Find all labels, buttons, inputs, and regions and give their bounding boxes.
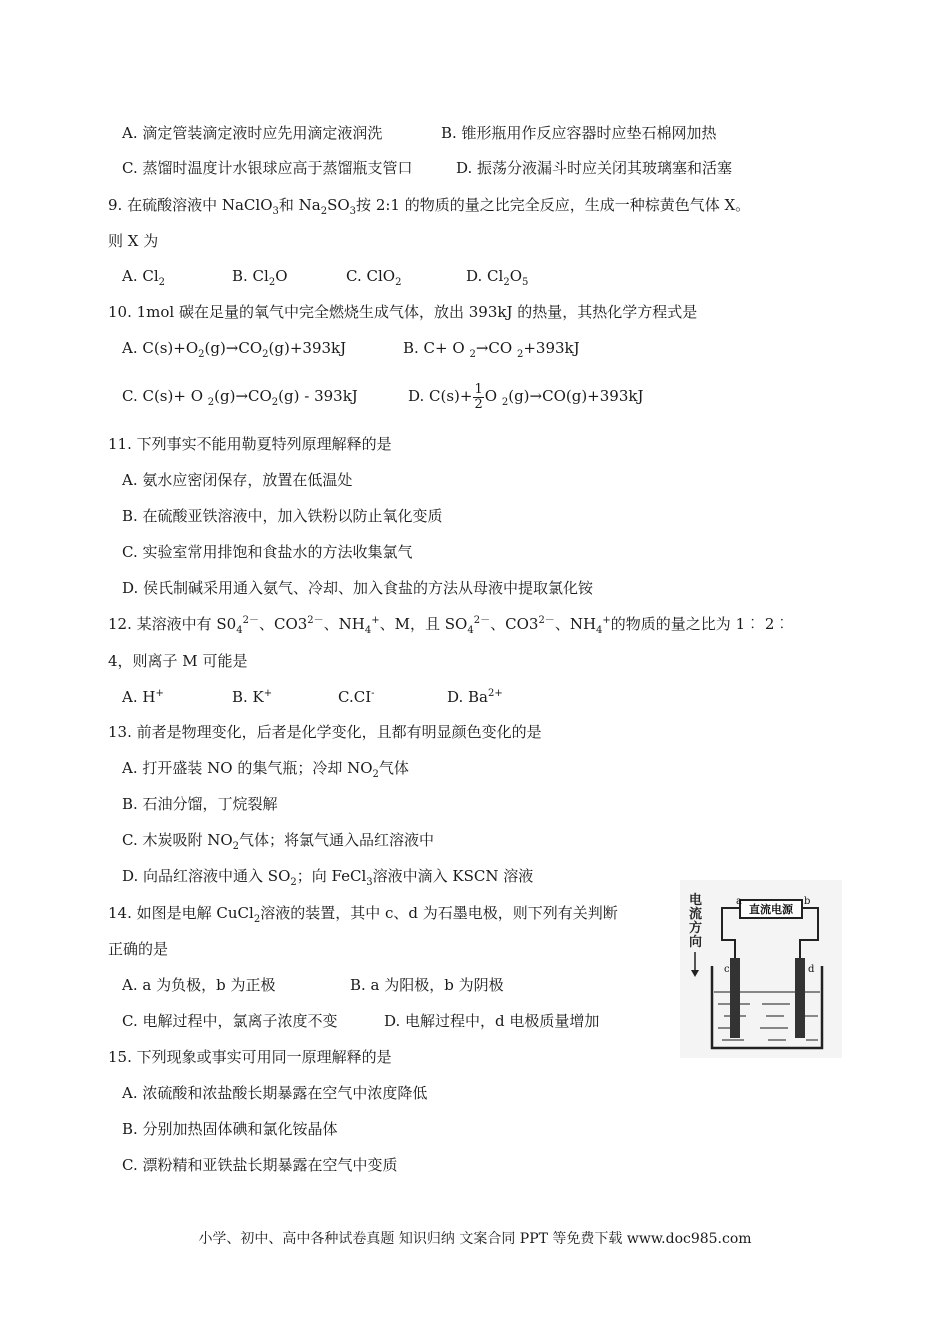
q9-option-b: B. $Cl_2O$ [232,267,288,288]
q13-stem: 13. 前者是物理变化，后者是化学变化，且都有明显颜色变化的是 [108,723,542,741]
q13-option-c: C. 木炭吸附 $NO_2$气体；将氯气通入品红溶液中 [122,831,435,852]
electrode-c [730,958,740,1038]
page-footer: 小学、初中、高中各种试卷真题 知识归纳 文案合同 PPT 等免费下载 www.doc985.com [198,1231,752,1247]
q14-option-d: D. 电解过程中，d 电极质量增加 [384,1012,600,1030]
terminal-a-label: a [736,896,742,907]
q12-stem-line2: 4，则离子 M 可能是 [108,652,248,670]
q11-option-c: C. 实验室常用排饱和食盐水的方法收集氯气 [122,543,413,561]
power-label: 直流电源 [749,903,793,916]
q15-stem: 15. 下列现象或事实可用同一原理解释的是 [108,1048,392,1066]
q9-stem-line2: 则 X 为 [108,232,159,250]
q9-option-a: A. $Cl_2$ [122,267,166,288]
terminal-b-label: b [804,896,811,907]
q10-option-b: B. C+ O $_2$→CO $_2$+393kJ [403,339,580,360]
q8-option-d: D. 振荡分液漏斗时应关闭其玻璃塞和活塞 [456,159,733,177]
q13-option-d: D. 向品红溶液中通入 $SO_2$；向 FeCl$_3$溶液中滴入 KSCN 溶液 [122,867,534,888]
q11-option-b: B. 在硫酸亚铁溶液中，加入铁粉以防止氧化变质 [122,507,443,525]
electrode-d [795,958,805,1038]
electrolysis-diagram [680,880,842,1058]
q12-option-c: C.CI- [338,688,375,706]
q11-option-a: A. 氨水应密闭保存，放置在低温处 [122,471,353,489]
q10-option-d: D. C(s)+ $\frac{1}{2}$ O $_2$(g)→CO(g)+393kJ [408,381,644,412]
q10-option-c: C. C(s)+ O $_2(g)\to CO_2(g) - 393kJ$ [122,387,358,408]
fraction-one-half: $\frac{1}{2}$ [474,381,483,412]
electrode-d-label: d [808,964,815,975]
q10-option-a: A. $C(s)+O_2(g)\to CO_2(g)+393kJ$ [122,339,347,360]
q8-option-a: A. 滴定管装滴定液时应先用滴定液润洗 [122,124,383,142]
q13-option-a: A. 打开盛装 NO 的集气瓶；冷却 $NO_2$气体 [122,759,409,780]
q15-option-a: A. 浓硫酸和浓盐酸长期暴露在空气中浓度降低 [122,1084,428,1102]
q8-option-c: C. 蒸馏时温度计水银球应高于蒸馏瓶支管口 [122,159,413,177]
q14-option-c: C. 电解过程中，氯离子浓度不变 [122,1012,338,1030]
q12-option-d: D. $Ba^{2+}$ [447,688,503,706]
side-label-char: 方 [689,921,703,936]
q9-option-d: D. $Cl_2O_5$ [466,267,529,288]
q12-stem: 12. 某溶液中有 $S0_4^{2-}$、$CO3^{2-}$、$NH_4^+$、M，且 $SO_4^{2-}$、$CO3^{2-}$、$NH_4^+$的物质的量之比为 1︰ 2︰ [108,615,790,636]
q14-stem-line2: 正确的是 [108,940,169,958]
q9-stem: 9. 在硫酸溶液中 NaClO$_3$和 $Na_2SO_3$按 2:1 的物质的量之比完全反应，生成一种棕黄色气体 X。 [108,196,751,217]
side-label-char: 电 [689,893,703,908]
q8-option-b: B. 锥形瓶用作反应容器时应垫石棉网加热 [441,124,717,142]
q11-stem: 11. 下列事实不能用勒夏特列原理解释的是 [108,435,392,453]
current-direction-label [689,892,702,950]
q14-option-a: A. a 为负极，b 为正极 [122,976,276,994]
q12-option-b: B. K+ [232,688,273,706]
side-label-char: 向 [689,935,703,950]
side-label-char: 流 [689,907,703,922]
q9-option-c: C. ClO$_2$ [346,267,402,288]
q12-option-a: A. H+ [122,688,164,706]
electrode-c-label: c [724,964,730,975]
q15-option-b: B. 分别加热固体碘和氯化铵晶体 [122,1120,338,1138]
q11-option-d: D. 侯氏制碱采用通入氨气、冷却、加入食盐的方法从母液中提取氯化铵 [122,579,594,597]
q13-option-b: B. 石油分馏，丁烷裂解 [122,795,278,813]
q14-option-b: B. a 为阳极，b 为阴极 [350,976,504,994]
q15-option-c: C. 漂粉精和亚铁盐长期暴露在空气中变质 [122,1156,398,1174]
q10-stem: 10. 1mol 碳在足量的氧气中完全燃烧生成气体，放出 393kJ 的热量，其热化学方程式是 [108,303,698,321]
q14-stem: 14. 如图是电解 CuCl$_2$溶液的装置，其中 c、d 为石墨电极，则下列有关判断 [108,904,618,925]
